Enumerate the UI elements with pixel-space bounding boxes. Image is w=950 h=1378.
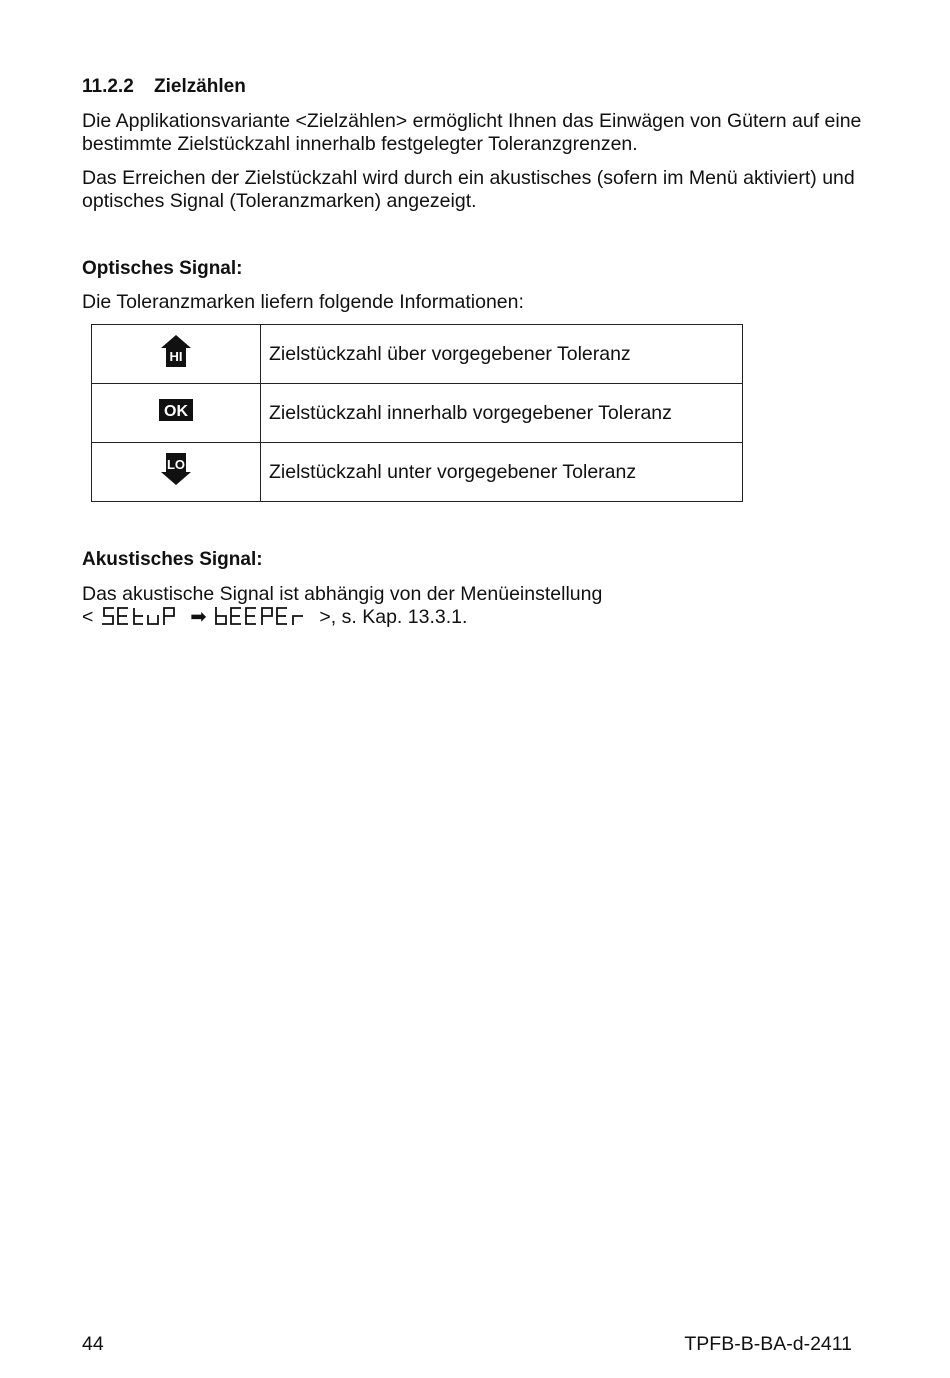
section-title: Zielzählen — [154, 76, 246, 97]
ok-badge-icon — [159, 399, 193, 421]
optical-signal-lead: Die Toleranzmarken liefern folgende Informationen: — [82, 291, 524, 313]
intro-paragraph-2: Das Erreichen der Zielstückzahl wird durch ein akustisches (sofern im Menü aktiviert) und optisches Signal (Toleranzmarken) angezeigt. — [82, 167, 855, 212]
acoustic-line-1: Das akustische Signal ist abhängig von der Menüeinstellung — [82, 583, 603, 605]
arrow-right-icon: ➡ — [190, 606, 207, 628]
icon-cell — [92, 384, 261, 443]
tolerance-marks-table — [91, 324, 743, 502]
page-number: 44 — [82, 1333, 104, 1355]
bracket-open: < — [82, 606, 94, 628]
icon-cell — [92, 325, 261, 384]
document-code: TPFB-B-BA-d-2411 — [684, 1333, 852, 1355]
icon-cell — [92, 443, 261, 502]
intro-paragraph-1: Die Applikationsvariante <Zielzählen> ermöglicht Ihnen das Einwägen von Gütern auf eine bestimmte Zielstückzahl innerhalb festgelegter Toleranzgrenzen. — [82, 110, 862, 155]
table-row — [92, 443, 743, 502]
acoustic-signal-heading: Akustisches Signal: — [82, 549, 263, 570]
row-description: Zielstückzahl innerhalb vorgegebener Toleranz — [261, 384, 743, 443]
lo-arrow-down-icon — [160, 452, 192, 486]
optical-signal-heading: Optisches Signal: — [82, 258, 243, 279]
bracket-close-reference: >, s. Kap. 13.3.1. — [319, 606, 468, 628]
section-number: 11.2.2 — [82, 76, 134, 97]
beeper-display-text — [214, 606, 312, 626]
ok-label: OK — [164, 403, 188, 420]
table-row — [92, 325, 743, 384]
acoustic-signal-text — [82, 583, 867, 629]
acoustic-line-2 — [82, 606, 867, 629]
row-description: Zielstückzahl unter vorgegebener Toleranz — [261, 443, 743, 502]
row-description: Zielstückzahl über vorgegebener Toleranz — [261, 325, 743, 384]
hi-arrow-up-icon — [160, 334, 192, 368]
table-row — [92, 384, 743, 443]
hi-label: HI — [169, 349, 183, 364]
section-heading — [82, 76, 246, 98]
setup-display-text — [101, 606, 183, 626]
lo-label: LO — [166, 457, 186, 472]
